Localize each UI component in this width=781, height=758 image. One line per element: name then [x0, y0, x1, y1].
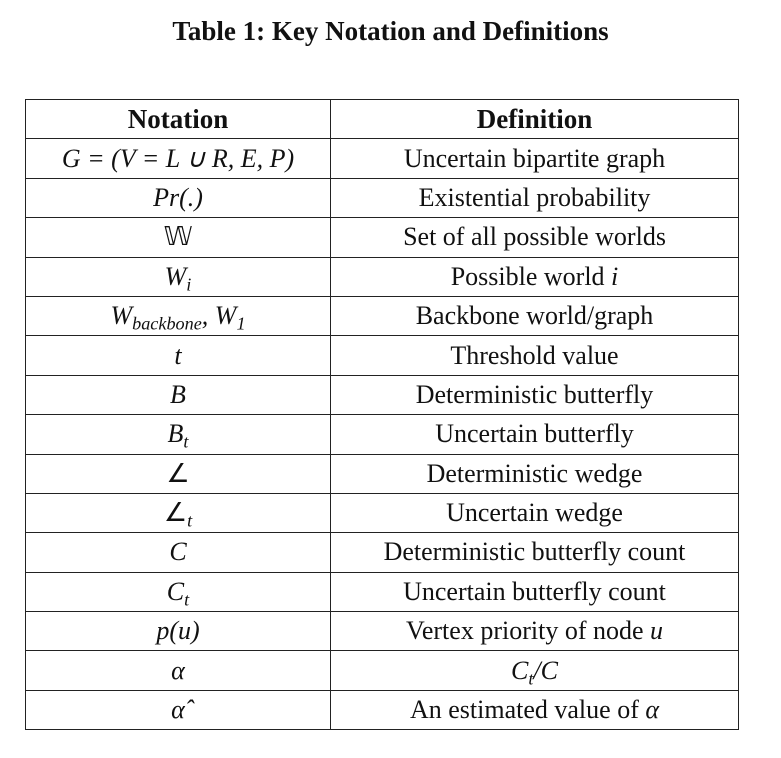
text-segment: Existential probability	[418, 182, 651, 212]
definition-cell	[331, 178, 739, 217]
text-segment: Deterministic butterfly	[415, 379, 654, 409]
notation-cell	[26, 690, 331, 729]
definition-cell	[331, 690, 739, 729]
notation-cell	[26, 296, 331, 335]
header-row	[26, 100, 739, 139]
notation-cell	[26, 218, 331, 257]
text-segment: Pr(.)	[153, 182, 203, 212]
table-row	[26, 651, 739, 690]
subscript: 1	[236, 313, 246, 334]
notation-cell	[26, 415, 331, 454]
definition-cell	[331, 296, 739, 335]
table-row	[26, 178, 739, 217]
notation-cell	[26, 651, 331, 690]
text-segment: Uncertain butterfly count	[403, 576, 666, 606]
definition-cell	[331, 454, 739, 493]
text-segment: C	[511, 655, 529, 685]
notation-cell	[26, 533, 331, 572]
table-row	[26, 415, 739, 454]
text-segment: t	[174, 340, 182, 370]
definition-cell	[331, 375, 739, 414]
definition-cell	[331, 218, 739, 257]
text-segment: , W	[201, 301, 237, 331]
text-segment: Backbone world/graph	[415, 301, 654, 331]
notation-cell	[26, 375, 331, 414]
definition-cell	[331, 415, 739, 454]
table-row	[26, 218, 739, 257]
table-row	[26, 336, 739, 375]
table-row	[26, 690, 739, 729]
text-segment: G = (V = L ∪ R, E, P)	[61, 143, 295, 173]
definition-cell	[331, 572, 739, 611]
text-segment: W	[164, 261, 187, 291]
notation-cell	[26, 257, 331, 296]
text-segment: Vertex priority of node	[405, 616, 651, 646]
text-segment: Uncertain butterfly	[435, 419, 634, 449]
text-segment: α	[171, 655, 185, 685]
subscript: t	[183, 431, 189, 452]
text-segment: W	[110, 301, 133, 331]
text-segment: C	[169, 537, 187, 567]
table-row	[26, 375, 739, 414]
text-segment: ∠	[166, 458, 190, 488]
definition-cell	[331, 651, 739, 690]
text-segment: i	[611, 261, 619, 291]
table-caption: Table 1: Key Notation and Definitions	[172, 16, 609, 46]
definition-cell	[331, 139, 739, 178]
definition-header: Definition	[331, 100, 739, 139]
table-row	[26, 139, 739, 178]
subscript: t	[184, 589, 190, 610]
definition-cell	[331, 493, 739, 532]
notation-cell	[26, 336, 331, 375]
table-row	[26, 533, 739, 572]
subscript: i	[186, 274, 192, 295]
text-segment: u	[650, 616, 664, 646]
notation-cell	[26, 493, 331, 532]
notation-cell	[26, 572, 331, 611]
subscript: backbone	[132, 313, 202, 334]
definition-cell	[331, 257, 739, 296]
text-segment: Uncertain wedge	[446, 498, 623, 528]
text-segment: α̂	[171, 695, 185, 725]
text-segment: Possible world	[450, 261, 612, 291]
text-segment: /C	[533, 655, 558, 685]
definition-cell	[331, 612, 739, 651]
text-segment: B	[170, 379, 186, 409]
text-segment: Deterministic butterfly count	[383, 537, 686, 567]
text-segment: Threshold value	[450, 340, 619, 370]
text-segment: C	[166, 576, 185, 606]
table-row	[26, 257, 739, 296]
text-segment: p(u)	[156, 616, 200, 646]
notation-cell	[26, 139, 331, 178]
notation-cell	[26, 178, 331, 217]
notation-header: Notation	[26, 100, 331, 139]
notation-table	[25, 99, 739, 730]
text-segment: Set of all possible worlds	[403, 222, 666, 252]
text-segment: Deterministic wedge	[426, 458, 643, 488]
definition-cell	[331, 336, 739, 375]
subscript: t	[528, 668, 534, 689]
subscript: t	[187, 510, 193, 531]
text-segment: ∠	[163, 498, 188, 528]
text-segment: An estimated value of	[409, 695, 646, 725]
text-segment: B	[167, 419, 184, 449]
table-row	[26, 493, 739, 532]
notation-cell	[26, 454, 331, 493]
definition-cell	[331, 533, 739, 572]
table-row	[26, 572, 739, 611]
text-segment: α	[645, 695, 660, 725]
table-row	[26, 454, 739, 493]
text-segment: Uncertain bipartite graph	[403, 143, 666, 173]
table-row	[26, 296, 739, 335]
notation-cell	[26, 612, 331, 651]
text-segment: 𝕎	[163, 222, 193, 252]
table-row	[26, 612, 739, 651]
